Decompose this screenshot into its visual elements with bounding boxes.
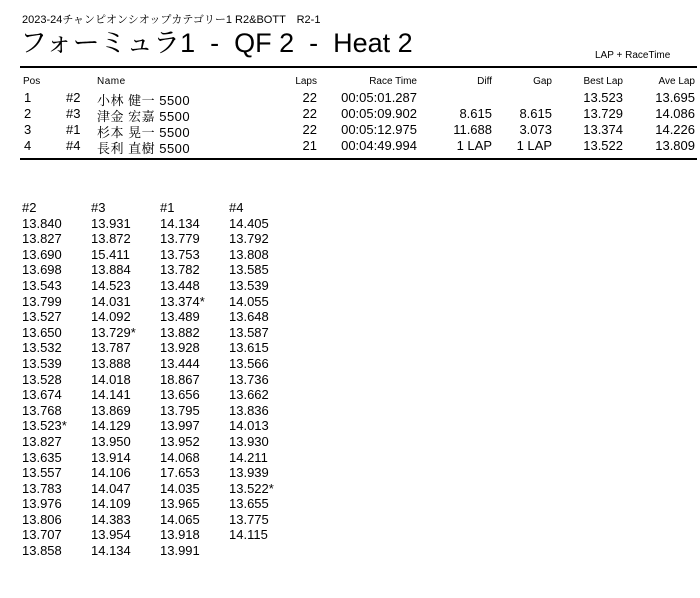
col-header-name: Name <box>97 76 126 87</box>
result-pos: 3 <box>24 122 32 137</box>
lap-time-cell: 13.566 <box>229 355 269 371</box>
lap-time-cell: 13.489 <box>160 309 200 325</box>
lap-time-cell: 13.707 <box>22 527 62 543</box>
lap-time-cell: 13.648 <box>229 309 269 325</box>
col-header-laps: Laps <box>295 76 317 87</box>
result-laps: 22 <box>302 106 317 121</box>
result-driver-name: 津金 宏嘉 5500 <box>97 109 191 124</box>
result-kart-number: #2 <box>66 90 81 105</box>
lap-time-cell: 13.585 <box>229 262 269 278</box>
result-driver-name: 長利 直樹 5500 <box>97 141 191 156</box>
lap-time-cell: 13.914 <box>91 449 131 465</box>
result-driver-name: 小林 健一 5500 <box>97 93 191 108</box>
lap-time-cell: 13.587 <box>229 324 269 340</box>
lap-time-cell: 14.106 <box>91 465 131 481</box>
lap-time-cell: 13.779 <box>160 231 200 247</box>
lap-time-cell: 13.775 <box>229 511 269 527</box>
lap-time-cell: 13.655 <box>229 496 269 512</box>
result-best-lap: 13.522 <box>583 138 623 153</box>
result-ave-lap: 14.226 <box>655 122 695 137</box>
page-title: フォーミュラ1 - QF 2 - Heat 2 <box>20 28 413 58</box>
lap-time-cell: 13.768 <box>22 402 62 418</box>
lap-time-cell: 13.527 <box>22 309 62 325</box>
result-ave-lap: 13.809 <box>655 138 695 153</box>
lap-time-cell: 13.858 <box>22 543 62 559</box>
result-row <box>20 122 700 138</box>
report-mode-label: LAP + RaceTime <box>595 50 671 61</box>
result-driver-name: 杉本 晃一 5500 <box>97 125 191 140</box>
result-race-time: 00:04:49.994 <box>341 138 417 153</box>
result-best-lap: 13.523 <box>583 90 623 105</box>
lap-time-cell: 14.047 <box>91 480 131 496</box>
lap-time-cell: 13.528 <box>22 371 62 387</box>
lap-time-cell: 13.918 <box>160 527 200 543</box>
lap-time-cell: 13.698 <box>22 262 62 278</box>
result-laps: 22 <box>302 90 317 105</box>
lap-time-cell: 15.411 <box>91 246 130 262</box>
col-header-diff: Diff <box>477 76 492 87</box>
table-top-rule <box>20 66 697 68</box>
lap-time-cell: 13.976 <box>22 496 62 512</box>
result-pos: 2 <box>24 106 32 121</box>
results-table <box>20 76 700 154</box>
lap-time-cell: 13.674 <box>22 387 62 403</box>
result-best-lap: 13.729 <box>583 106 623 121</box>
lap-column-header: #3 <box>91 200 106 215</box>
lap-time-cell: 13.939 <box>229 465 269 481</box>
lap-column-header: #4 <box>229 200 244 215</box>
lap-time-cell: 13.827 <box>22 433 62 449</box>
lap-time-cell: 13.930 <box>229 433 269 449</box>
lap-time-cell: 13.729* <box>91 324 136 340</box>
lap-time-cell: 13.884 <box>91 262 131 278</box>
result-pos: 1 <box>24 90 32 105</box>
lap-time-cell: 13.444 <box>160 355 200 371</box>
lap-time-cell: 14.134 <box>160 215 200 231</box>
lap-time-cell: 14.134 <box>91 543 131 559</box>
lap-time-cell: 13.954 <box>91 527 131 543</box>
lap-time-cell: 13.928 <box>160 340 200 356</box>
lap-time-cell: 13.827 <box>22 231 62 247</box>
lap-time-cell: 13.869 <box>91 402 131 418</box>
lap-time-cell: 14.092 <box>91 309 131 325</box>
lap-time-cell: 13.840 <box>22 215 62 231</box>
lap-time-cell: 13.374* <box>160 293 205 309</box>
lap-time-cell: 13.782 <box>160 262 200 278</box>
result-kart-number: #4 <box>66 138 81 153</box>
lap-time-cell: 13.448 <box>160 277 200 293</box>
lap-time-cell: 13.522* <box>229 480 274 496</box>
lap-time-cell: 13.792 <box>229 231 269 247</box>
lap-time-cell: 14.068 <box>160 449 200 465</box>
result-laps: 21 <box>302 138 317 153</box>
result-race-time: 00:05:01.287 <box>341 90 417 105</box>
lap-time-cell: 14.141 <box>91 387 131 403</box>
lap-time-cell: 13.795 <box>160 402 200 418</box>
lap-time-cell: 13.808 <box>229 246 269 262</box>
result-diff: 11.688 <box>453 122 492 137</box>
result-race-time: 00:05:12.975 <box>341 122 417 137</box>
result-gap: 1 LAP <box>516 138 552 153</box>
lap-column-header: #2 <box>22 200 37 215</box>
lap-time-cell: 14.115 <box>229 527 268 543</box>
result-gap: 8.615 <box>519 106 552 121</box>
lap-time-cell: 13.950 <box>91 433 131 449</box>
lap-time-cell: 13.523* <box>22 418 67 434</box>
result-race-time: 00:05:09.902 <box>341 106 417 121</box>
lap-time-cell: 14.055 <box>229 293 269 309</box>
lap-time-cell: 13.736 <box>229 371 269 387</box>
lap-time-cell: 14.013 <box>229 418 269 434</box>
event-subtitle: 2023-24チャンピオンシオップカテゴリー1 R2&BOTT R2-1 <box>22 14 321 26</box>
col-header-ave-lap: Ave Lap <box>658 76 695 87</box>
result-row <box>20 106 700 122</box>
lap-time-cell: 14.523 <box>91 277 131 293</box>
col-header-gap: Gap <box>533 76 552 87</box>
lap-time-cell: 13.888 <box>91 355 131 371</box>
lap-time-cell: 13.787 <box>91 340 131 356</box>
lap-column-header: #1 <box>160 200 175 215</box>
lap-time-cell: 13.753 <box>160 246 200 262</box>
result-best-lap: 13.374 <box>583 122 623 137</box>
table-bottom-rule <box>20 158 697 160</box>
lap-time-cell: 13.952 <box>160 433 200 449</box>
result-diff: 8.615 <box>459 106 492 121</box>
lap-time-cell: 13.997 <box>160 418 200 434</box>
lap-time-cell: 13.931 <box>91 215 131 231</box>
result-kart-number: #3 <box>66 106 81 121</box>
lap-time-cell: 14.018 <box>91 371 131 387</box>
lap-time-cell: 13.783 <box>22 480 62 496</box>
lap-time-cell: 13.539 <box>229 277 269 293</box>
lap-time-cell: 13.806 <box>22 511 62 527</box>
col-header-race-time: Race Time <box>369 76 417 87</box>
lap-time-cell: 13.656 <box>160 387 200 403</box>
lap-time-cell: 14.211 <box>229 449 268 465</box>
result-kart-number: #1 <box>66 122 81 137</box>
result-ave-lap: 13.695 <box>655 90 695 105</box>
lap-time-cell: 17.653 <box>160 465 200 481</box>
result-laps: 22 <box>302 122 317 137</box>
lap-time-cell: 14.031 <box>91 293 131 309</box>
results-header-row <box>20 76 700 89</box>
result-diff: 1 LAP <box>456 138 492 153</box>
lap-time-cell: 13.882 <box>160 324 200 340</box>
result-row <box>20 90 700 106</box>
col-header-pos: Pos <box>23 76 41 87</box>
lap-time-cell: 13.965 <box>160 496 200 512</box>
result-ave-lap: 14.086 <box>655 106 695 121</box>
lap-time-cell: 13.635 <box>22 449 62 465</box>
lap-time-cell: 14.129 <box>91 418 131 434</box>
lap-time-cell: 14.109 <box>91 496 131 512</box>
lap-time-cell: 14.405 <box>229 215 269 231</box>
result-gap: 3.073 <box>519 122 552 137</box>
lap-time-cell: 13.872 <box>91 231 131 247</box>
lap-time-cell: 14.035 <box>160 480 200 496</box>
lap-time-cell: 13.991 <box>160 543 200 559</box>
lap-time-cell: 14.383 <box>91 511 131 527</box>
lap-time-cell: 13.557 <box>22 465 62 481</box>
lap-time-cell: 14.065 <box>160 511 200 527</box>
lap-time-cell: 13.650 <box>22 324 62 340</box>
result-pos: 4 <box>24 138 32 153</box>
lap-time-cell: 13.690 <box>22 246 62 262</box>
lap-time-cell: 13.799 <box>22 293 62 309</box>
lap-time-cell: 13.836 <box>229 402 269 418</box>
lap-time-cell: 18.867 <box>160 371 200 387</box>
lap-time-cell: 13.662 <box>229 387 269 403</box>
lap-time-cell: 13.543 <box>22 277 62 293</box>
lap-time-cell: 13.532 <box>22 340 62 356</box>
result-row <box>20 138 700 154</box>
lap-time-cell: 13.539 <box>22 355 62 371</box>
col-header-best-lap: Best Lap <box>583 76 623 87</box>
lap-time-cell: 13.615 <box>229 340 269 356</box>
